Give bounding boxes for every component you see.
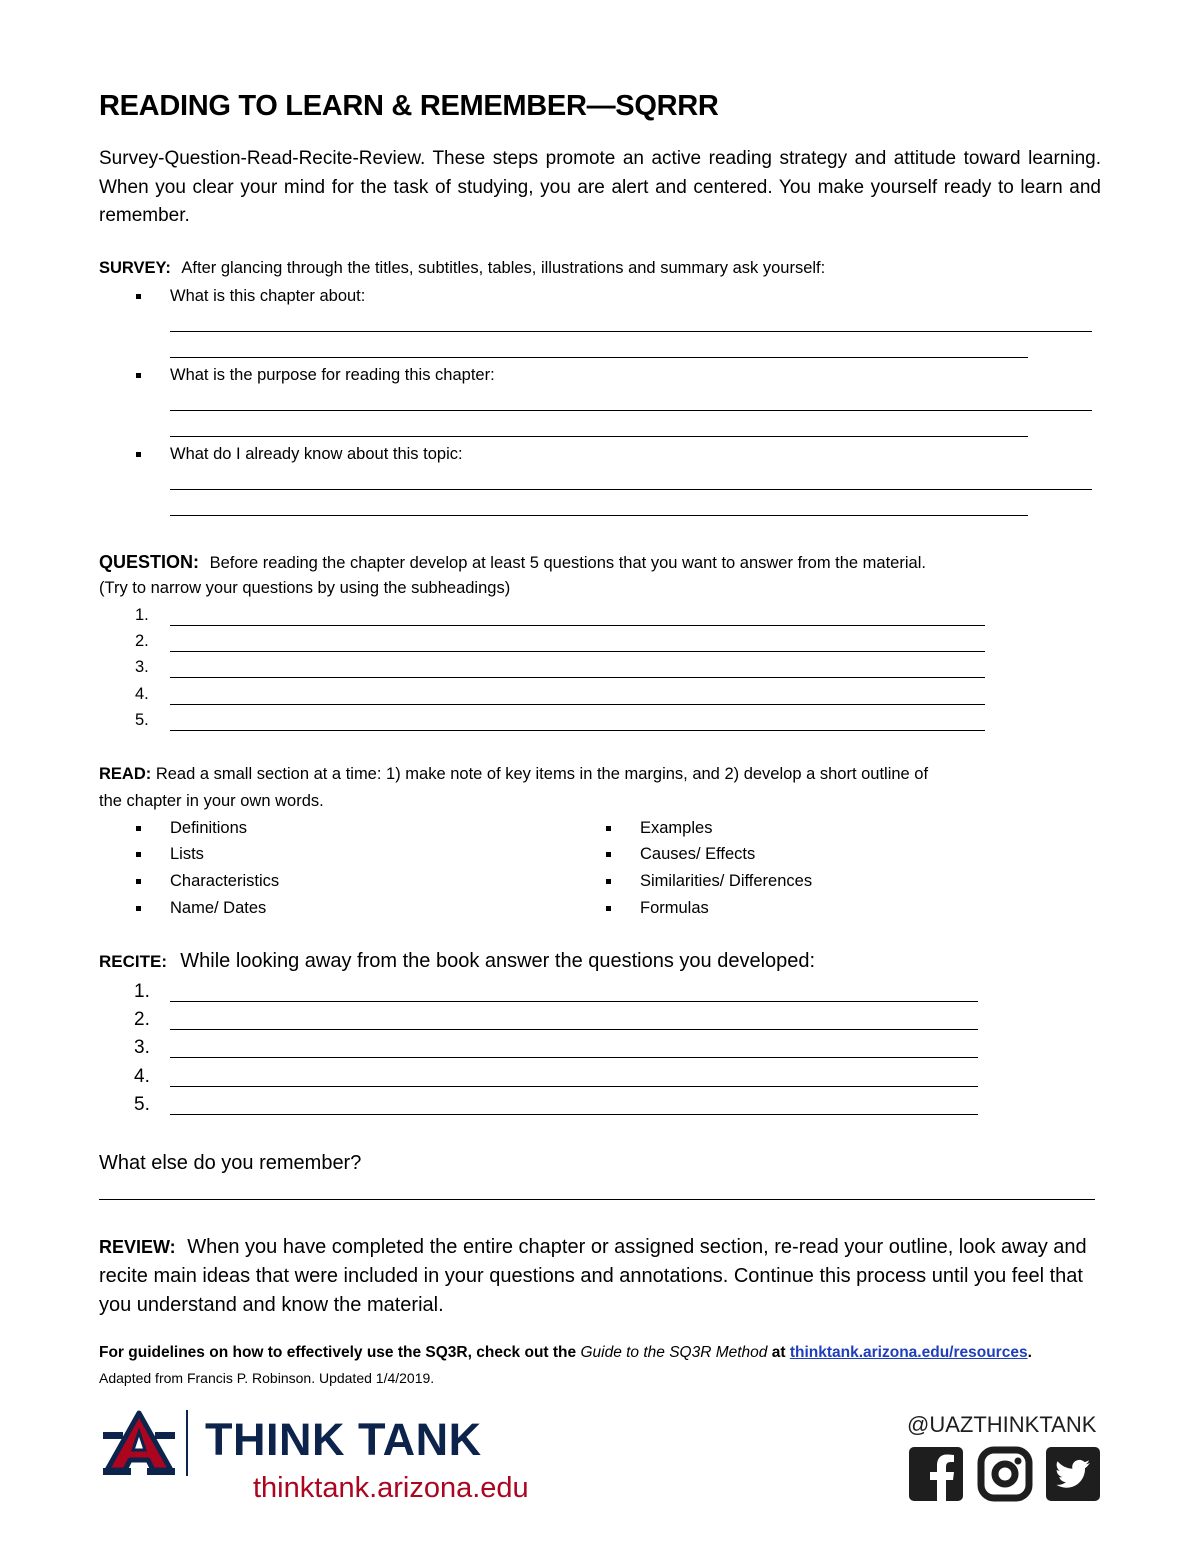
read-item <box>170 872 279 891</box>
adapted-note: Adapted from Francis P. Robinson. Updated 1/4/2019. <box>99 1370 435 1386</box>
remember-answer-line[interactable] <box>99 1199 1095 1200</box>
bullet-icon <box>606 879 611 884</box>
recite-number: 3. <box>134 1037 150 1058</box>
answer-line[interactable] <box>170 515 1028 516</box>
survey-item-label: What do I already know about this topic: <box>170 445 463 463</box>
instagram-icon[interactable] <box>977 1446 1033 1502</box>
survey-item-3 <box>170 445 463 464</box>
read-item-label: Lists <box>170 845 204 863</box>
read-item <box>640 845 755 864</box>
review-paragraph <box>99 1233 1104 1320</box>
read-heading <box>99 765 928 784</box>
read-item <box>170 899 266 918</box>
guide-end: . <box>1027 1344 1032 1361</box>
read-subtext: the chapter in your own words. <box>99 792 324 810</box>
resources-link[interactable]: thinktank.arizona.edu/resources <box>789 1344 1028 1361</box>
question-label: QUESTION: <box>99 552 200 572</box>
question-heading <box>99 552 926 573</box>
question-text: Before reading the chapter develop at least 5 questions that you want to answer from the material. <box>209 554 926 572</box>
brand-divider <box>186 1410 188 1476</box>
bullet-icon <box>136 906 141 911</box>
bullet-icon <box>136 826 141 831</box>
bullet-icon <box>136 452 141 457</box>
survey-text: After glancing through the titles, subtitles, tables, illustrations and summary ask yourself: <box>181 259 826 277</box>
survey-item-label: What is this chapter about: <box>170 287 366 305</box>
read-item <box>170 819 247 838</box>
answer-line[interactable] <box>170 331 1092 332</box>
recite-text: While looking away from the book answer the questions you developed: <box>180 950 816 972</box>
read-item <box>640 819 712 838</box>
block-a-icon <box>99 1410 179 1476</box>
university-logo <box>99 1410 179 1476</box>
recite-number: 4. <box>134 1066 150 1087</box>
read-item-label: Characteristics <box>170 872 280 890</box>
survey-item-2 <box>170 366 495 385</box>
recite-answer-line[interactable] <box>170 1057 978 1058</box>
recite-answer-line[interactable] <box>170 1001 978 1002</box>
recite-answer-line[interactable] <box>170 1086 978 1087</box>
review-label: REVIEW: <box>99 1237 176 1257</box>
recite-number: 1. <box>134 981 150 1002</box>
read-item-label: Definitions <box>170 819 248 837</box>
recite-label: RECITE: <box>99 952 167 971</box>
brand-url[interactable]: thinktank.arizona.edu <box>253 1472 529 1504</box>
guide-prefix: For guidelines on how to effectively use the SQ3R, check out the <box>99 1344 581 1361</box>
bullet-icon <box>606 852 611 857</box>
answer-line[interactable] <box>170 357 1028 358</box>
survey-item-label: What is the purpose for reading this chapter: <box>170 366 495 384</box>
question-answer-line[interactable] <box>170 730 985 731</box>
guide-note <box>99 1344 1032 1362</box>
bullet-icon <box>136 852 141 857</box>
read-item-label: Formulas <box>640 899 709 917</box>
brand-name: THINK TANK <box>205 1414 482 1465</box>
intro-paragraph: Survey-Question-Read-Recite-Review. These steps promote an active reading strategy and attitude toward learning. When you clear your mind for the task of studying, you are alert and centered. You make yourself ready to learn and remember. <box>99 148 1101 226</box>
facebook-icon[interactable] <box>908 1446 964 1502</box>
answer-line[interactable] <box>170 489 1092 490</box>
read-label: READ: <box>99 765 152 783</box>
bullet-icon <box>606 826 611 831</box>
question-number: 2. <box>135 632 149 650</box>
question-number: 5. <box>135 711 149 729</box>
question-answer-line[interactable] <box>170 704 985 705</box>
question-answer-line[interactable] <box>170 651 985 652</box>
question-number: 4. <box>135 685 149 703</box>
bullet-icon <box>136 373 141 378</box>
guide-title: Guide to the SQ3R Method <box>580 1344 768 1361</box>
question-number: 1. <box>135 606 149 624</box>
social-handle: @UAZTHINKTANK <box>907 1412 1097 1437</box>
read-item-label: Similarities/ Differences <box>640 872 813 890</box>
answer-line[interactable] <box>170 410 1092 411</box>
question-number: 3. <box>135 658 149 676</box>
review-text: When you have completed the entire chapter or assigned section, re-read your outline, look away and recite main ideas that were included in your questions and annotations. Continue this process until you feel that you understand and know the material. <box>99 1236 1087 1316</box>
question-answer-line[interactable] <box>170 677 985 678</box>
read-item-label: Name/ Dates <box>170 899 267 917</box>
recite-answer-line[interactable] <box>170 1114 978 1115</box>
answer-line[interactable] <box>170 436 1028 437</box>
bullet-icon <box>136 294 141 299</box>
question-subtext: (Try to narrow your questions by using the subheadings) <box>99 579 511 597</box>
bullet-icon <box>136 879 141 884</box>
page-title: READING TO LEARN & REMEMBER—SQRRR <box>99 90 719 122</box>
read-item <box>170 845 204 864</box>
recite-number: 5. <box>134 1094 150 1115</box>
recite-answer-line[interactable] <box>170 1029 978 1030</box>
question-answer-line[interactable] <box>170 625 985 626</box>
read-item-label: Causes/ Effects <box>640 845 756 863</box>
recite-number: 2. <box>134 1009 150 1030</box>
recite-heading <box>99 950 815 973</box>
bullet-icon <box>606 906 611 911</box>
read-item-label: Examples <box>640 819 713 837</box>
read-item <box>640 899 709 918</box>
survey-heading <box>99 259 825 278</box>
survey-label: SURVEY: <box>99 259 171 277</box>
twitter-icon[interactable] <box>1045 1446 1101 1502</box>
read-item <box>640 872 812 891</box>
guide-at: at <box>767 1344 790 1361</box>
survey-item-1 <box>170 287 365 306</box>
remember-prompt: What else do you remember? <box>99 1152 362 1174</box>
read-text: Read a small section at a time: 1) make note of key items in the margins, and 2) develop a short outline of <box>155 765 929 783</box>
